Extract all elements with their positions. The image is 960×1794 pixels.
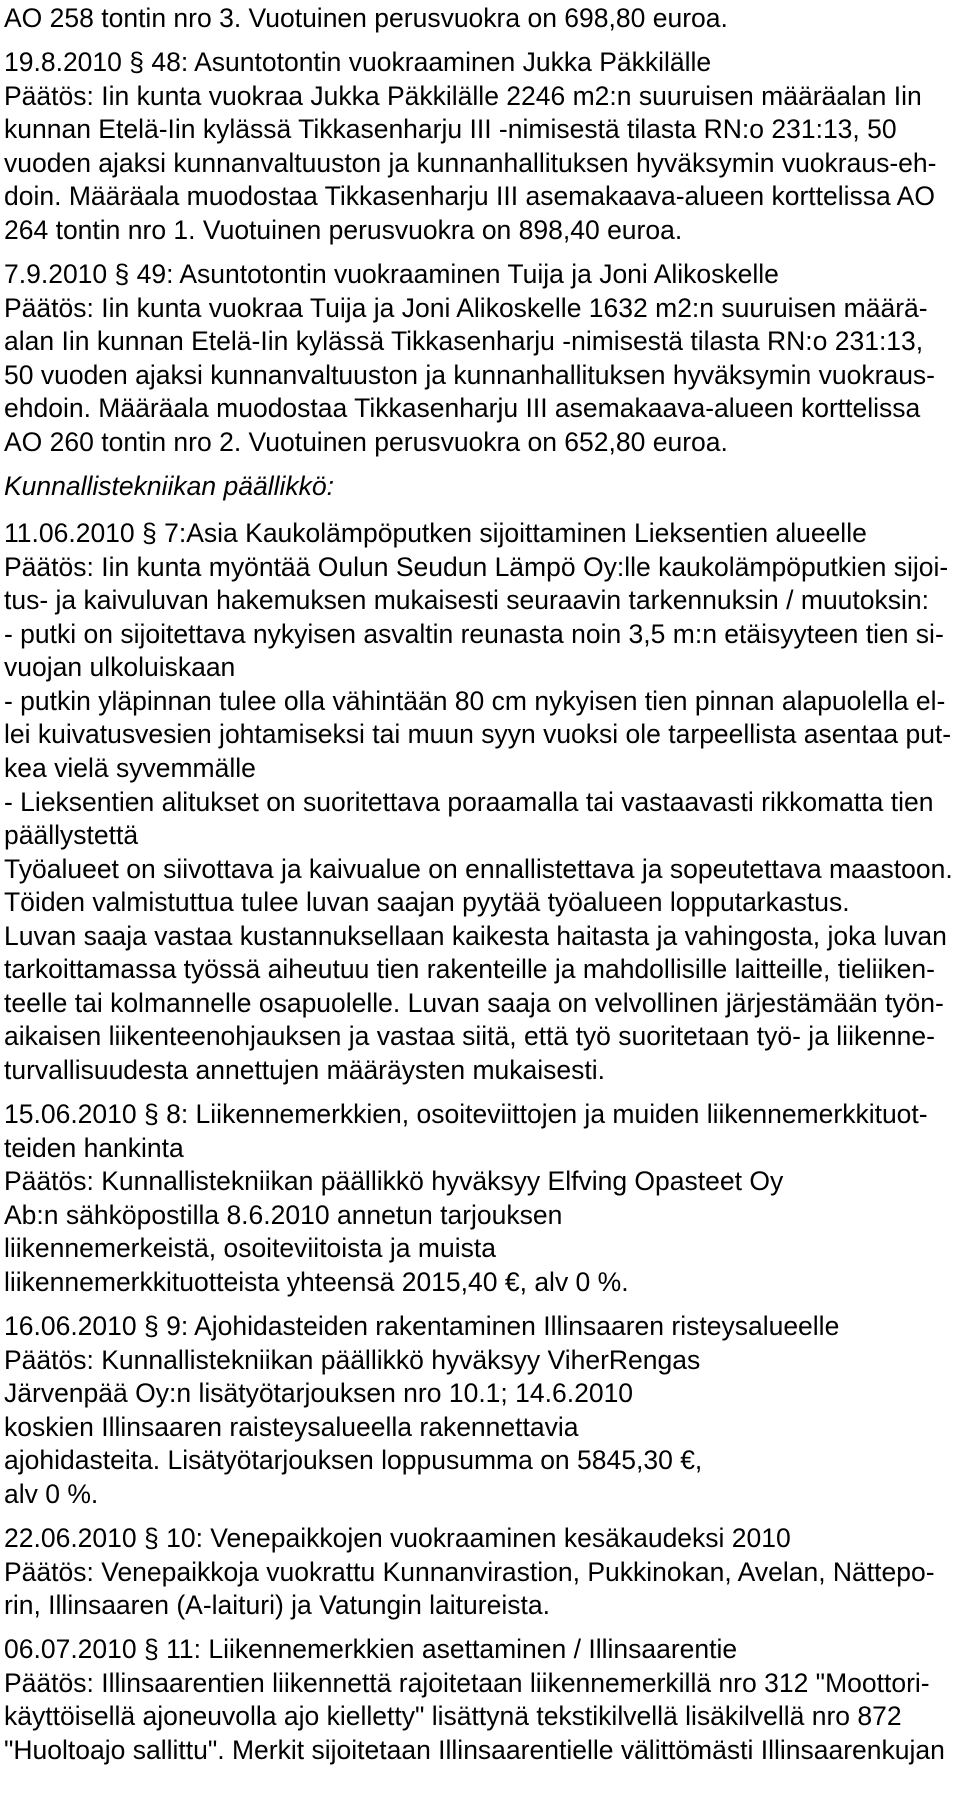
entry-49-line: Päätös: Iin kunta vuokraa Tuija ja Joni Alikoskelle 1632 m2:n suuruisen määrä- xyxy=(4,293,928,323)
entry-49-line: ehdoin. Määräala muodostaa Tikkasenharju III asemakaava-alueen korttelissa xyxy=(4,393,921,423)
entry-7-line: - Lieksentien alitukset on suoritettava poraamalla tai vastaavasti rikkomatta tien xyxy=(4,787,934,817)
entry-10-line: Päätös: Venepaikkoja vuokrattu Kunnanvirastion, Pukkinokan, Avelan, Nättepo- xyxy=(4,1557,935,1587)
entry-48-line: kunnan Etelä-Iin kylässä Tikkasenharju III -nimisestä tilasta RN:o 231:13, 50 xyxy=(4,114,897,144)
entry-11-title: 06.07.2010 § 11: Liikennemerkkien asettaminen / Illinsaarentie xyxy=(4,1634,738,1664)
entry-8-line: teiden hankinta xyxy=(4,1133,184,1163)
entry-10-line: rin, Illinsaaren (A-laituri) ja Vatungin laitureista. xyxy=(4,1590,550,1620)
entry-8-line: Ab:n sähköpostilla 8.6.2010 annetun tarjouksen xyxy=(4,1200,563,1230)
entry-8-line: Päätös: Kunnallistekniikan päällikkö hyväksyy Elfving Opasteet Oy xyxy=(4,1166,784,1196)
entry-48-line: doin. Määräala muodostaa Tikkasenharju III asemakaava-alueen korttelissa AO xyxy=(4,181,935,211)
entry-49-line: 50 vuoden ajaksi kunnanvaltuuston ja kunnanhallituksen hyväksymin vuokraus- xyxy=(4,360,936,390)
entry-9-line: koskien Illinsaaren raisteysalueella rakennettavia xyxy=(4,1412,579,1442)
entry-11-line: "Huoltoajo sallittu". Merkit sijoitetaan Illinsaarentielle välittömästi Illinsaarenkujan xyxy=(4,1735,945,1765)
entry-10-title: 22.06.2010 § 10: Venepaikkojen vuokraaminen kesäkaudeksi 2010 xyxy=(4,1523,791,1553)
entry-7-line: lei kuivatusvesien johtamiseksi tai muun syyn vuoksi ole tarpeellista asentaa put- xyxy=(4,719,952,749)
entry-9-line: ajohidasteita. Lisätyötarjouksen loppusumma on 5845,30 €, xyxy=(4,1445,703,1475)
entry-7-line: turvallisuudesta annettujen määräysten mukaisesti. xyxy=(4,1055,605,1085)
entry-49-line: AO 260 tontin nro 2. Vuotuinen perusvuokra on 652,80 euroa. xyxy=(4,427,728,457)
entry-7-title: 11.06.2010 § 7:Asia Kaukolämpöputken sijoittaminen Lieksentien alueelle xyxy=(4,518,867,548)
entry-7-line: Työalueet on siivottava ja kaivualue on ennallistettava ja sopeutettava maastoon. xyxy=(4,854,953,884)
intro-line: AO 258 tontin nro 3. Vuotuinen perusvuokra on 698,80 euroa. xyxy=(4,3,728,33)
entry-7-line: aikaisen liikenteenohjauksen ja vastaa siitä, että työ suoritetaan työ- ja liikenne- xyxy=(4,1021,935,1051)
entry-9-line: Päätös: Kunnallistekniikan päällikkö hyväksyy ViherRengas xyxy=(4,1345,701,1375)
entry-48-line: vuoden ajaksi kunnanvaltuuston ja kunnanhallituksen hyväksymin vuokraus-eh- xyxy=(4,148,937,178)
entry-7-line: - putkin yläpinnan tulee olla vähintään 80 cm nykyisen tien pinnan alapuolella el- xyxy=(4,686,946,716)
entry-7-line: - putki on sijoitettava nykyisen asvaltin reunasta noin 3,5 m:n etäisyyteen tien si- xyxy=(4,619,944,649)
entry-9-title: 16.06.2010 § 9: Ajohidasteiden rakentaminen Illinsaaren risteysalueelle xyxy=(4,1311,840,1341)
entry-48-line: 264 tontin nro 1. Vuotuinen perusvuokra on 898,40 euroa. xyxy=(4,215,683,245)
entry-49-line: alan Iin kunnan Etelä-Iin kylässä Tikkasenharju -nimisestä tilasta RN:o 231:13, xyxy=(4,326,924,356)
entry-7-line: tus- ja kaivuluvan hakemuksen mukaisesti seuraavin tarkennuksin / muutoksin: xyxy=(4,585,930,615)
entry-7-line: vuojan ulkoluiskaan xyxy=(4,652,236,682)
entry-8-line: liikennemerkkituotteista yhteensä 2015,40 €, alv 0 %. xyxy=(4,1267,629,1297)
entry-49-title: 7.9.2010 § 49: Asuntotontin vuokraaminen Tuija ja Joni Alikoskelle xyxy=(4,259,779,289)
entry-9-line: alv 0 %. xyxy=(4,1479,99,1509)
entry-9-line: Järvenpää Oy:n lisätyötarjouksen nro 10.1; 14.6.2010 xyxy=(4,1378,634,1408)
entry-7-line: kea vielä syvemmälle xyxy=(4,753,256,783)
entry-7-line: päällystettä xyxy=(4,820,139,850)
entry-48-line: Päätös: Iin kunta vuokraa Jukka Päkkilälle 2246 m2:n suuruisen määräalan Iin xyxy=(4,81,922,111)
entry-48-title: 19.8.2010 § 48: Asuntotontin vuokraaminen Jukka Päkkilälle xyxy=(4,47,712,77)
entry-11-line: Päätös: Illinsaarentien liikennettä rajoitetaan liikennemerkillä nro 312 "Moottori- xyxy=(4,1668,930,1698)
entry-7-line: Luvan saaja vastaa kustannuksellaan kaikesta haitasta ja vahingosta, joka luvan xyxy=(4,921,947,951)
section-heading: Kunnallistekniikan päällikkö: xyxy=(4,471,334,501)
entry-7-line: Töiden valmistuttua tulee luvan saajan pyytää työalueen lopputarkastus. xyxy=(4,887,850,917)
entry-8-title: 15.06.2010 § 8: Liikennemerkkien, osoiteviittojen ja muiden liikennemerkkituot- xyxy=(4,1099,928,1129)
entry-11-line: käyttöisellä ajoneuvolla ajo kielletty" lisättynä tekstikilvellä lisäkilvellä nro 872 xyxy=(4,1701,902,1731)
entry-7-line: Päätös: Iin kunta myöntää Oulun Seudun Lämpö Oy:lle kaukolämpöputkien sijoi- xyxy=(4,552,949,582)
entry-7-line: tarkoittamassa työssä aiheutuu tien rakenteille ja mahdollisille laitteille, tieliiken- xyxy=(4,954,935,984)
entry-8-line: liikennemerkeistä, osoiteviitoista ja muista xyxy=(4,1233,496,1263)
entry-7-line: teelle tai kolmannelle osapuolelle. Luvan saaja on velvollinen järjestämään työn- xyxy=(4,988,944,1018)
